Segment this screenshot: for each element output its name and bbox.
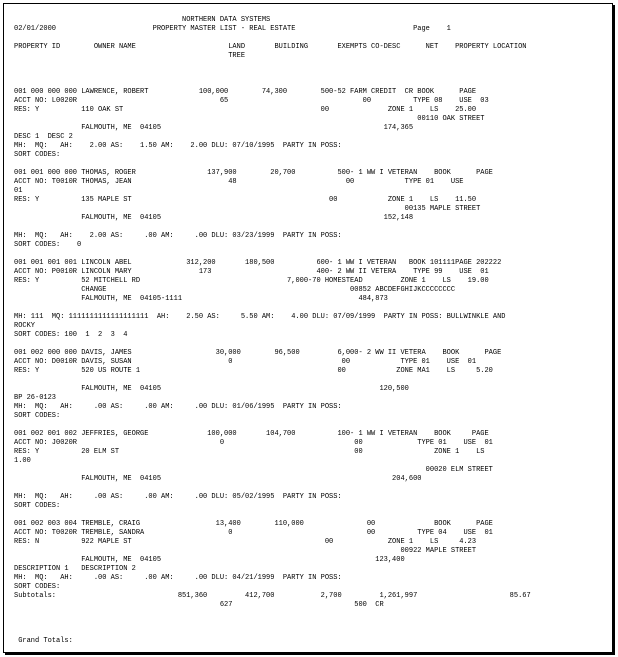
report-line: FALMOUTH, ME 04105 174,365 (14, 124, 414, 132)
report-line: SORT CODES: (14, 151, 61, 159)
report-line: PROPERTY ID OWNER NAME LAND BUILDING EXEMPTS CO-DESC NET PROPERTY LOCATION (14, 43, 527, 51)
report-line: RES: Y 135 MAPLE ST 00 ZONE 1 LS 11.50 (14, 196, 477, 204)
report-line: MH: MQ: AH: .00 AS: .00 AM: .00 DLU: 01/06/1995 PARTY IN POSS: (14, 403, 342, 411)
report-line: Grand Totals: (14, 637, 73, 645)
report-line: SORT CODES: (14, 583, 61, 591)
report-line: FALMOUTH, ME 04105 204,600 (14, 475, 422, 483)
report-line: 01 (14, 187, 23, 195)
report-line: RES: N 922 MAPLE ST 00 ZONE 1 LS 4.23 (14, 538, 477, 546)
report-line: MH: MQ: AH: 2.00 AS: .00 AM: .00 DLU: 03/23/1999 PARTY IN POSS: (14, 232, 342, 240)
report-line: MH: MQ: AH: .00 AS: .00 AM: .00 DLU: 05/02/1995 PARTY IN POSS: (14, 493, 342, 501)
report-line: Subtotals: 851,360 412,700 2,700 1,261,997 85.67 (14, 592, 531, 600)
report-line: TREE (14, 52, 246, 60)
report-line: ROCKY (14, 322, 36, 330)
report-line: 001 000 000 000 LAWRENCE, ROBERT 100,000 74,300 500-52 FARM CREDIT CR BOOK PAGE (14, 88, 477, 96)
report-line: DESCRIPTION 1 DESCRIPTION 2 (14, 565, 136, 573)
report-line: 00110 OAK STREET (14, 115, 485, 123)
report-line: 001 002 003 004 TREMBLE, CRAIG 13,400 110,000 00 BOOK PAGE (14, 520, 493, 528)
report-line: 02/01/2000 PROPERTY MASTER LIST - REAL ESTATE Page 1 (14, 25, 451, 33)
report-line: ACCT NO: J0020R 0 00 TYPE 01 USE 01 (14, 439, 493, 447)
report-line: NORTHERN DATA SYSTEMS (14, 16, 271, 24)
report-line: ACCT NO: T0020R TREMBLE, SANDRA 0 00 TYPE 04 USE 01 (14, 529, 493, 537)
report-line: CHANGE 00852 ABCDEFGHIJKCCCCCCCC (14, 286, 456, 294)
report-line: MH: 111 MQ: 1111111111111111111 AH: 2.50 AS: 5.50 AM: 4.00 DLU: 07/09/1999 PARTY IN POSS: BULLWINKLE AND (14, 313, 506, 321)
report-line: FALMOUTH, ME 04105 120,500 (14, 385, 409, 393)
report-line: DESC 1 DESC 2 (14, 133, 73, 141)
report-line: SORT CODES: 100 1 2 3 4 (14, 331, 128, 339)
report-line: 001 001 000 000 THOMAS, ROGER 137,900 20,700 500- 1 WW I VETERAN BOOK PAGE (14, 169, 493, 177)
report-line: 00922 MAPLE STREET (14, 547, 477, 555)
report-line: RES: Y 52 MITCHELL RD 7,000-70 HOMESTEAD ZONE 1 LS 19.00 (14, 277, 489, 285)
report-line: SORT CODES: (14, 412, 61, 420)
report-line: ACCT NO: D0010R DAVIS, SUSAN 0 00 TYPE 01 USE 01 (14, 358, 477, 366)
report-line: 00020 ELM STREET (14, 466, 493, 474)
report-line: MH: MQ: AH: 2.00 AS: 1.50 AM: 2.00 DLU: 07/10/1995 PARTY IN POSS: (14, 142, 342, 150)
report-line: 627 500 CR (14, 601, 384, 609)
report-line: ACCT NO: L0020R 65 00 TYPE 08 USE 03 (14, 97, 489, 105)
report-line: ACCT NO: P0010R LINCOLN MARY 173 400- 2 WW II VETERA TYPE 99 USE 01 (14, 268, 489, 276)
report-line: SORT CODES: 0 (14, 241, 82, 249)
report-line: 1.00 (14, 457, 31, 465)
report-line: 00135 MAPLE STREET (14, 205, 481, 213)
report-line: FALMOUTH, ME 04105 123,400 (14, 556, 405, 564)
report-line: FALMOUTH, ME 04105 152,148 (14, 214, 414, 222)
report-page (3, 3, 613, 653)
report-line: 001 001 001 001 LINCOLN ABEL 312,200 180,500 600- 1 WW I VETERAN BOOK 101111PAGE 202222 (14, 259, 502, 267)
report-line: 001 002 000 000 DAVIS, JAMES 30,000 96,500 6,000- 2 WW II VETERA BOOK PAGE (14, 349, 502, 357)
report-line: FALMOUTH, ME 04105-1111 484,873 (14, 295, 388, 303)
report-line: BP 26-0123 (14, 394, 57, 402)
report-line: RES: Y 520 US ROUTE 1 00 ZONE MA1 LS 5.20 (14, 367, 493, 375)
report-line: SORT CODES: (14, 502, 61, 510)
report-line: RES: Y 20 ELM ST 00 ZONE 1 LS (14, 448, 485, 456)
report-line: RES: Y 110 OAK ST 00 ZONE 1 LS 25.00 (14, 106, 477, 114)
report-line: ACCT NO: T0010R THOMAS, JEAN 48 00 TYPE 01 USE (14, 178, 464, 186)
report-line: 001 002 001 002 JEFFRIES, GEORGE 100,000 104,700 100- 1 WW I VETERAN BOOK PAGE (14, 430, 489, 438)
report-line: MH: MQ: AH: .00 AS: .00 AM: .00 DLU: 04/21/1999 PARTY IN POSS: (14, 574, 342, 582)
